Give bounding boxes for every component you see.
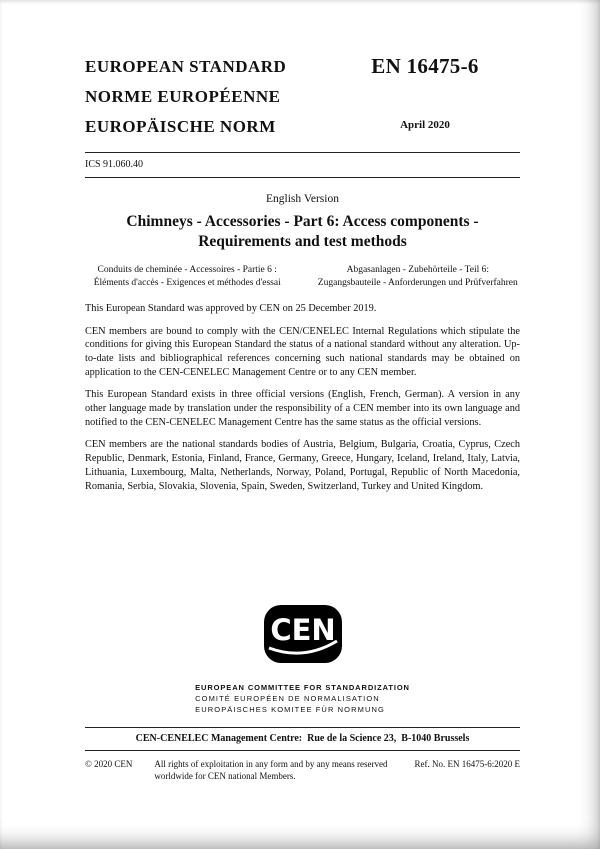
org-name-german: EUROPÄISCHES KOMITEE FÜR NORMUNG	[195, 705, 385, 715]
foreword-text	[85, 302, 520, 493]
title-french: Conduits de cheminée - Accessoires - Partie 6 : Éléments d'accès - Exigences et méthodes d'essai	[93, 265, 281, 288]
standard-reference	[330, 52, 520, 131]
header	[85, 52, 520, 142]
regulations-paragraph: CEN members are bound to comply with the CEN/CENELEC Internal Regulations which stipulate the conditions for giving this European Standard the status of a national standard without any alteration. Up-to-date lists and bibliographical references concerning such national standards may be obtained on application to the CEN-CENELEC Management Centre or to any CEN member.	[85, 325, 520, 378]
divider	[85, 177, 520, 178]
management-centre-line: CEN-CENELEC Management Centre: Rue de la Science 23, B-1040 Brussels	[135, 733, 470, 745]
standard-name-german: EUROPÄISCHE NORM	[85, 117, 276, 136]
ics-code: ICS 91.060.40	[85, 159, 144, 170]
translated-titles	[85, 264, 520, 289]
management-centre-strip	[85, 727, 520, 751]
organization-names	[195, 682, 410, 715]
cen-logo-icon	[264, 605, 342, 668]
standard-number: EN 16475-6	[371, 54, 479, 78]
english-version-label: English Version	[266, 193, 339, 205]
title-german: Abgasanlagen - Zubehörteile - Teil 6: Zugangsbauteile - Anforderungen und Prüfverfahren	[317, 265, 518, 288]
standard-name-french: NORME EUROPÉENNE	[85, 87, 281, 106]
svg-text:CEN: CEN	[269, 613, 336, 648]
standard-names	[85, 52, 286, 142]
reference-number: Ref. No. EN 16475-6:2020 E	[414, 759, 520, 770]
rights-text: All rights of exploitation in any form and by any means reserved worldwide for CEN national Members.	[154, 759, 388, 781]
issue-date: April 2020	[400, 119, 450, 131]
org-name-french: COMITÉ EUROPÉEN DE NORMALISATION	[195, 694, 380, 704]
versions-paragraph: This European Standard exists in three official versions (English, French, German). A version in any other language made by translation under the responsibility of a CEN member into its own language and notified to the CEN-CENELEC Management Centre has the same status as the official versions.	[85, 389, 520, 428]
approval-paragraph: This European Standard was approved by CEN on 25 December 2019.	[85, 302, 377, 314]
members-paragraph: CEN members are the national standards bodies of Austria, Belgium, Bulgaria, Croatia, Cyprus, Czech Republic, Denmark, Estonia, Finland, France, Germany, Greece, Hungary, Iceland, Ireland, Italy, Latvia, Lithuania, Luxembourg, Malta, Netherlands, Norway, Poland, Portugal, Republic of North Macedonia, Romania, Serbia, Slovakia, Slovenia, Spain, Sweden, Switzerland, Turkey and United Kingdom.	[85, 439, 520, 492]
divider	[85, 750, 520, 751]
copyright-text: © 2020 CEN	[85, 759, 133, 770]
standard-name-english: EUROPEAN STANDARD	[85, 57, 287, 76]
org-name-english: EUROPEAN COMMITTEE FOR STANDARDIZATION	[195, 683, 410, 693]
page-footer	[85, 759, 520, 782]
logo-block	[85, 605, 520, 717]
document-title: Chimneys - Accessories - Part 6: Access components - Requirements and test methods	[126, 213, 479, 251]
